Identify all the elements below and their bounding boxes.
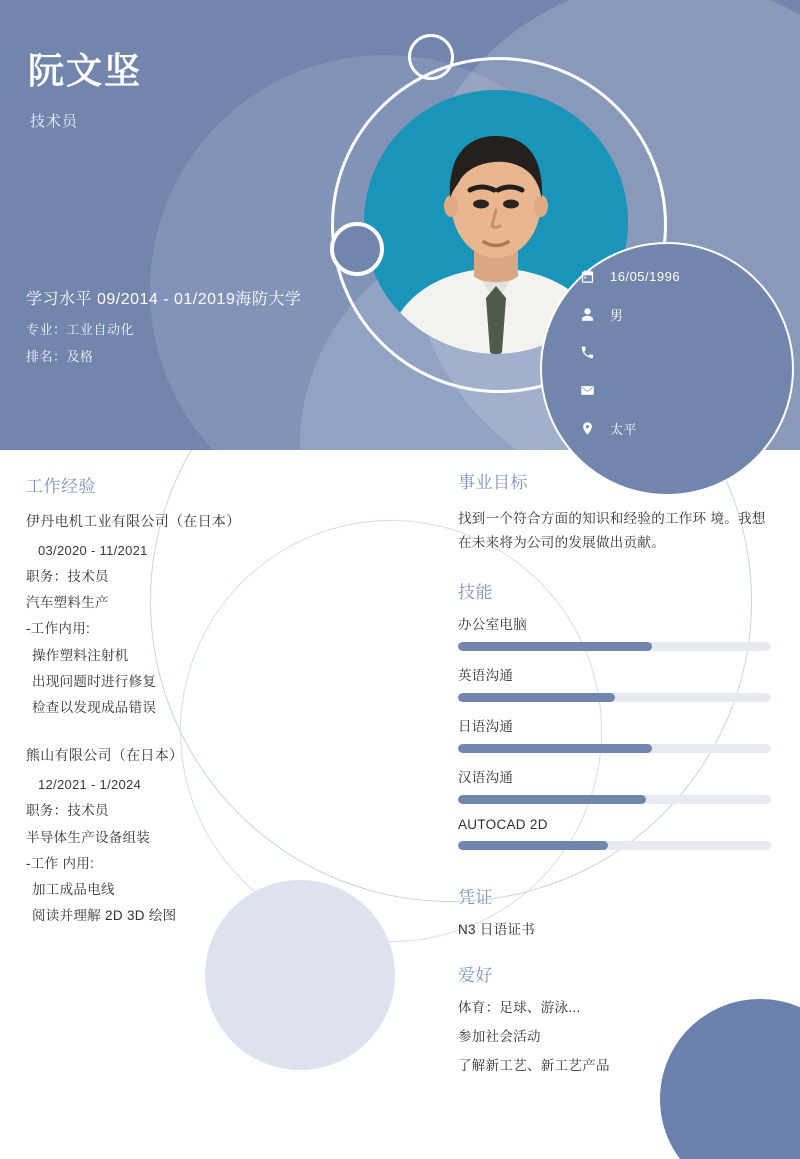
location-pin-icon — [576, 418, 598, 438]
candidate-job-title: 技术员 — [30, 113, 79, 130]
phone-icon — [576, 342, 598, 362]
right-column — [458, 468, 776, 1083]
experience-item — [26, 745, 416, 925]
spacer — [26, 725, 416, 745]
contact-item-phone — [576, 342, 776, 362]
experience-line: 汽车塑料生产 — [26, 595, 109, 611]
skill-bar-track — [458, 795, 771, 804]
candidate-name: 阮文坚 — [28, 50, 143, 91]
contact-item-birthdate — [576, 266, 776, 286]
objective-text: 找到一个符合方面的知识和经验的工作环 境。我想在未来将为公司的发展做出贡献。 — [458, 511, 766, 550]
contact-birthdate-value: 16/05/1996 — [610, 268, 681, 284]
contact-panel — [540, 242, 794, 496]
section-title-skills: 技能 — [458, 583, 493, 603]
section-title-certificate: 凭证 — [458, 888, 493, 908]
skill-label: 办公室电脑 — [458, 617, 527, 633]
hobby-item: 参加社会活动 — [458, 1029, 541, 1045]
experience-company: 熊山有限公司（在日本） — [26, 747, 184, 764]
skill-label: 英语沟通 — [458, 668, 514, 684]
skill-item — [458, 817, 776, 850]
experience-item — [26, 511, 416, 717]
contact-location-value: 太平 — [610, 421, 638, 437]
experience-company: 伊丹电机工业有限公司（在日本） — [26, 513, 241, 529]
skill-bar-fill — [458, 744, 652, 753]
experience-date: 12/2021 - 1/2024 — [38, 777, 142, 793]
contact-item-gender — [576, 304, 776, 324]
spacer — [458, 558, 776, 578]
skill-label: 汉语沟通 — [458, 770, 514, 786]
skill-item — [458, 766, 776, 804]
experience-line: 加工成品电线 — [32, 881, 115, 897]
section-title-objective: 事业目标 — [458, 473, 528, 492]
skill-bar-track — [458, 693, 771, 702]
spacer — [458, 947, 776, 961]
skill-bar-fill — [458, 693, 615, 702]
education-major: 专业：工业自动化 — [26, 322, 135, 337]
skill-item — [458, 715, 776, 753]
contact-gender-value: 男 — [610, 307, 624, 323]
skill-bar-fill — [458, 642, 652, 651]
experience-line: 半导体生产设备组装 — [26, 829, 151, 845]
spacer — [458, 863, 776, 883]
experience-line: 检查以发现成品错误 — [32, 700, 157, 716]
experience-line: 出现问题时进行修复 — [32, 673, 157, 689]
contact-item-location — [576, 418, 776, 438]
skill-bar-track — [458, 841, 771, 850]
section-title-experience: 工作经验 — [26, 477, 96, 496]
experience-date: 03/2020 - 11/2021 — [38, 543, 148, 558]
education-rank: 排名：及格 — [26, 349, 94, 364]
skill-item — [458, 613, 776, 651]
experience-line: 操作塑料注射机 — [32, 647, 129, 663]
contact-list — [576, 266, 776, 456]
skill-label: 日语沟通 — [458, 719, 514, 735]
experience-line: 职务：技术员 — [26, 803, 109, 819]
skill-item — [458, 664, 776, 702]
contact-item-email — [576, 380, 776, 400]
skill-bar-fill — [458, 841, 608, 850]
skill-bar-track — [458, 744, 771, 753]
experience-line: 职务：技术员 — [26, 569, 109, 584]
mail-icon — [576, 380, 598, 400]
education-block — [26, 286, 301, 373]
education-title: 学习水平 09/2014 - 01/2019海防大学 — [26, 291, 302, 308]
certificate-item: N3 日语证书 — [458, 922, 536, 938]
calendar-icon — [576, 266, 598, 286]
experience-line: -工作 内用: — [26, 855, 95, 871]
decorative-bubble-small — [408, 34, 454, 80]
person-icon — [576, 304, 598, 324]
experience-line: -工作内用: — [26, 621, 91, 637]
skill-label: AUTOCAD 2D — [458, 817, 548, 833]
decorative-bubble-medium — [330, 222, 384, 276]
hobby-item: 体育：足球、游泳... — [458, 1000, 581, 1016]
section-title-hobby: 爱好 — [458, 966, 493, 986]
skill-bar-track — [458, 642, 771, 651]
left-column — [26, 472, 416, 933]
hobby-item: 了解新工艺、新工艺产品 — [458, 1058, 610, 1074]
experience-line: 阅读并理解 2D 3D 绘图 — [32, 908, 177, 924]
skill-bar-fill — [458, 795, 646, 804]
